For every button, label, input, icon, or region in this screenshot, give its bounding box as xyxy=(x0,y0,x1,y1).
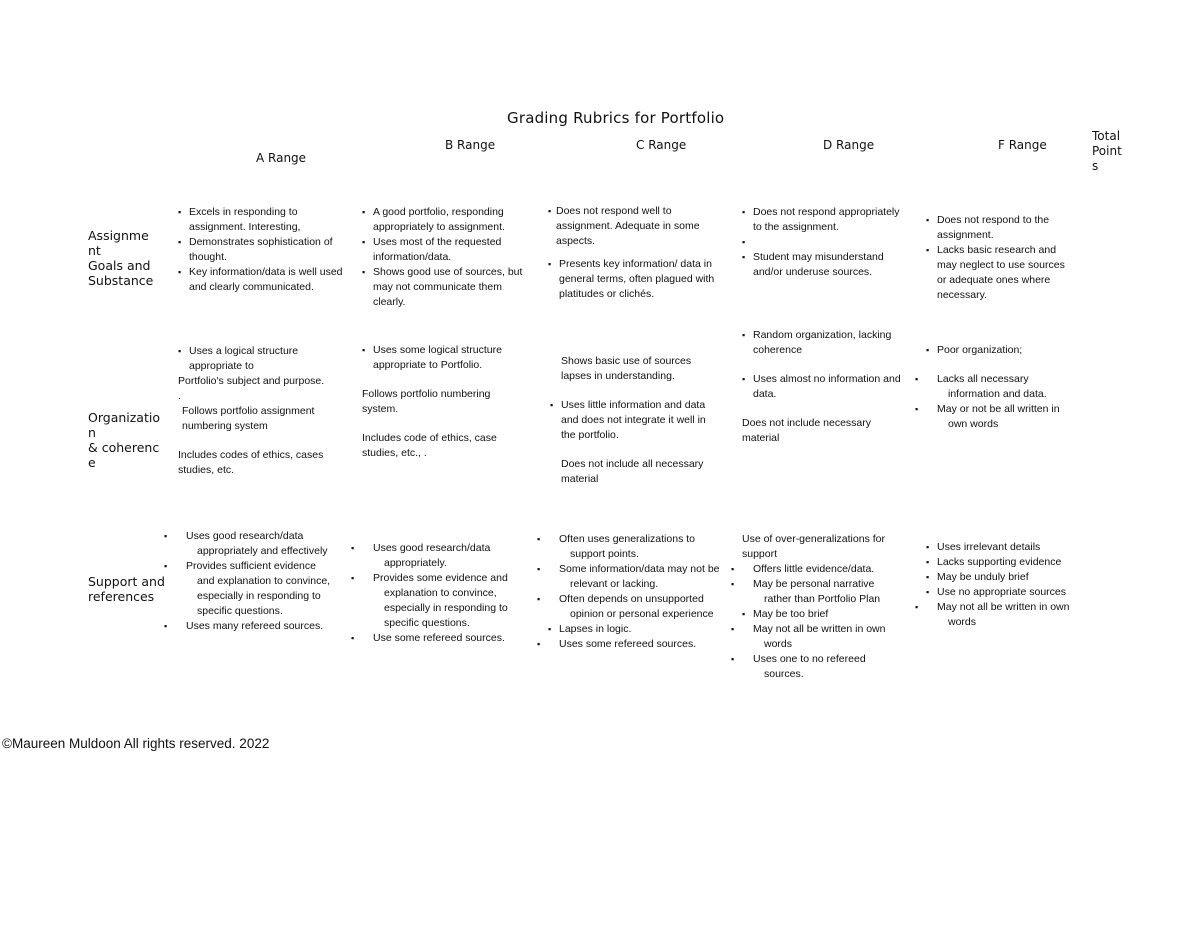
list-item: ▪ Often depends on unsupported opinion or personal experience xyxy=(548,592,724,622)
text-line: . xyxy=(178,390,181,402)
row-label-support: Support and references xyxy=(88,574,165,604)
row-label-organization: Organizatio n & coherenc e xyxy=(88,410,160,470)
header-b-range: B Range xyxy=(445,138,496,152)
cell-goals-c xyxy=(548,204,726,302)
list-item: ▪ Demonstrates sophistication of thought. xyxy=(178,235,348,265)
header-total-points: Total Point s xyxy=(1092,129,1122,173)
list-item: ▪ Uses little information and data and does not integrate it well in the portfolio. xyxy=(550,398,722,443)
page-title: Grading Rubrics for Portfolio xyxy=(507,109,725,127)
cell-goals-b xyxy=(362,205,534,310)
list-item: ▪ Offers little evidence/data. xyxy=(742,562,902,577)
list-item: ▪ Does not respond well to assignment. Adequate in some aspects. xyxy=(548,204,726,249)
header-d-range: D Range xyxy=(823,138,875,152)
list-item xyxy=(742,235,902,250)
list-item: ▪ Use no appropriate sources xyxy=(926,585,1076,600)
list-item: ▪ Uses many refereed sources. xyxy=(175,619,335,634)
list-item: ▪ May not all be written in own words xyxy=(742,622,902,652)
list-item: ▪ Uses a logical structure appropriate to xyxy=(178,344,350,374)
text-line: Does not include all necessary material xyxy=(561,458,704,485)
list-item: ▪ Student may misunderstand and/or underuse sources. xyxy=(742,250,902,280)
list-item: ▪ Use some refereed sources. xyxy=(362,631,522,646)
text-line: Use of over-generalizations for support xyxy=(742,533,885,560)
list-item: ▪ Uses some refereed sources. xyxy=(548,637,724,652)
list-item: ▪ Uses most of the requested information/data. xyxy=(362,235,534,265)
list-item: ▪ Key information/data is well used and clearly communicated. xyxy=(178,265,348,295)
list-item: ▪ Lapses in logic. xyxy=(548,622,724,637)
list-item: ▪ Shows good use of sources, but may not communicate them clearly. xyxy=(362,265,534,310)
header-a-range: A Range xyxy=(256,151,307,165)
list-item: ▪ Does not respond to the assignment. xyxy=(926,213,1076,243)
cell-support-b xyxy=(362,541,522,646)
cell-organization-b xyxy=(362,343,522,461)
cell-support-d xyxy=(742,532,902,682)
list-item: ▪ May or not be all written in own words xyxy=(926,402,1076,432)
list-item: ▪ Uses good research/data appropriately and effectively xyxy=(175,529,335,559)
list-item: ▪ Presents key information/ data in general terms, often plagued with platitudes or clichés. xyxy=(548,257,726,302)
list-item: ▪ May be too brief xyxy=(742,607,902,622)
list-item: ▪ A good portfolio, responding appropriately to assignment. xyxy=(362,205,534,235)
list-item: ▪ May be personal narrative rather than Portfolio Plan xyxy=(742,577,902,607)
list-item: ▪ Lacks basic research and may neglect to use sources or adequate ones where necessary. xyxy=(926,243,1076,303)
list-item: ▪ Uses one to no refereed sources. xyxy=(742,652,902,682)
cell-organization-c xyxy=(550,354,722,487)
cell-goals-f xyxy=(926,213,1076,303)
list-item: ▪ Random organization, lacking coherence xyxy=(742,328,904,358)
cell-organization-f xyxy=(926,343,1076,432)
list-item: ▪ Provides sufficient evidence and explanation to convince, especially in responding to specific questions. xyxy=(175,559,335,619)
text-line: Shows basic use of sources lapses in understanding. xyxy=(561,355,692,382)
cell-organization-d xyxy=(742,328,904,446)
list-item: ▪ Provides some evidence and explanation to convince, especially in responding to specific questions. xyxy=(362,571,522,631)
text-line: Follows portfolio assignment numbering system xyxy=(182,405,315,432)
list-item: ▪ Excels in responding to assignment. Interesting, xyxy=(178,205,348,235)
text-line: Follows portfolio numbering system. xyxy=(362,388,491,415)
cell-organization-a xyxy=(178,344,350,478)
list-item: ▪ Some information/data may not be relevant or lacking. xyxy=(548,562,724,592)
row-label-goals: Assignme nt Goals and Substance xyxy=(88,228,154,288)
cell-goals-d xyxy=(742,205,902,280)
cell-goals-a xyxy=(178,205,348,295)
list-item: ▪ Uses almost no information and data. xyxy=(742,372,904,402)
cell-support-c xyxy=(548,532,724,652)
text-line: Does not include necessary material xyxy=(742,417,871,444)
list-item: ▪ Uses some logical structure appropriate to Portfolio. xyxy=(362,343,522,373)
list-item: ▪ Lacks supporting evidence xyxy=(926,555,1076,570)
header-c-range: C Range xyxy=(636,138,687,152)
list-item: ▪ Poor organization; xyxy=(926,343,1076,358)
list-item: ▪ May not all be written in own words xyxy=(926,600,1076,630)
text-line: Includes code of ethics, case studies, etc., . xyxy=(362,432,497,459)
list-item: ▪ Lacks all necessary information and data. xyxy=(926,372,1076,402)
text-line: Portfolio's subject and purpose. xyxy=(178,375,325,387)
list-item: ▪ Does not respond appropriately to the assignment. xyxy=(742,205,902,235)
cell-support-a xyxy=(175,529,335,634)
list-item: ▪ Often uses generalizations to support points. xyxy=(548,532,724,562)
list-item: ▪ May be unduly brief xyxy=(926,570,1076,585)
header-f-range: F Range xyxy=(998,138,1047,152)
list-item: ▪ Uses good research/data appropriately. xyxy=(362,541,522,571)
cell-support-f xyxy=(926,540,1076,630)
list-item: ▪ Uses irrelevant details xyxy=(926,540,1076,555)
copyright-footer: ©Maureen Muldoon All rights reserved. 2022 xyxy=(2,736,270,751)
text-line: Includes codes of ethics, cases studies, etc. xyxy=(178,449,324,476)
